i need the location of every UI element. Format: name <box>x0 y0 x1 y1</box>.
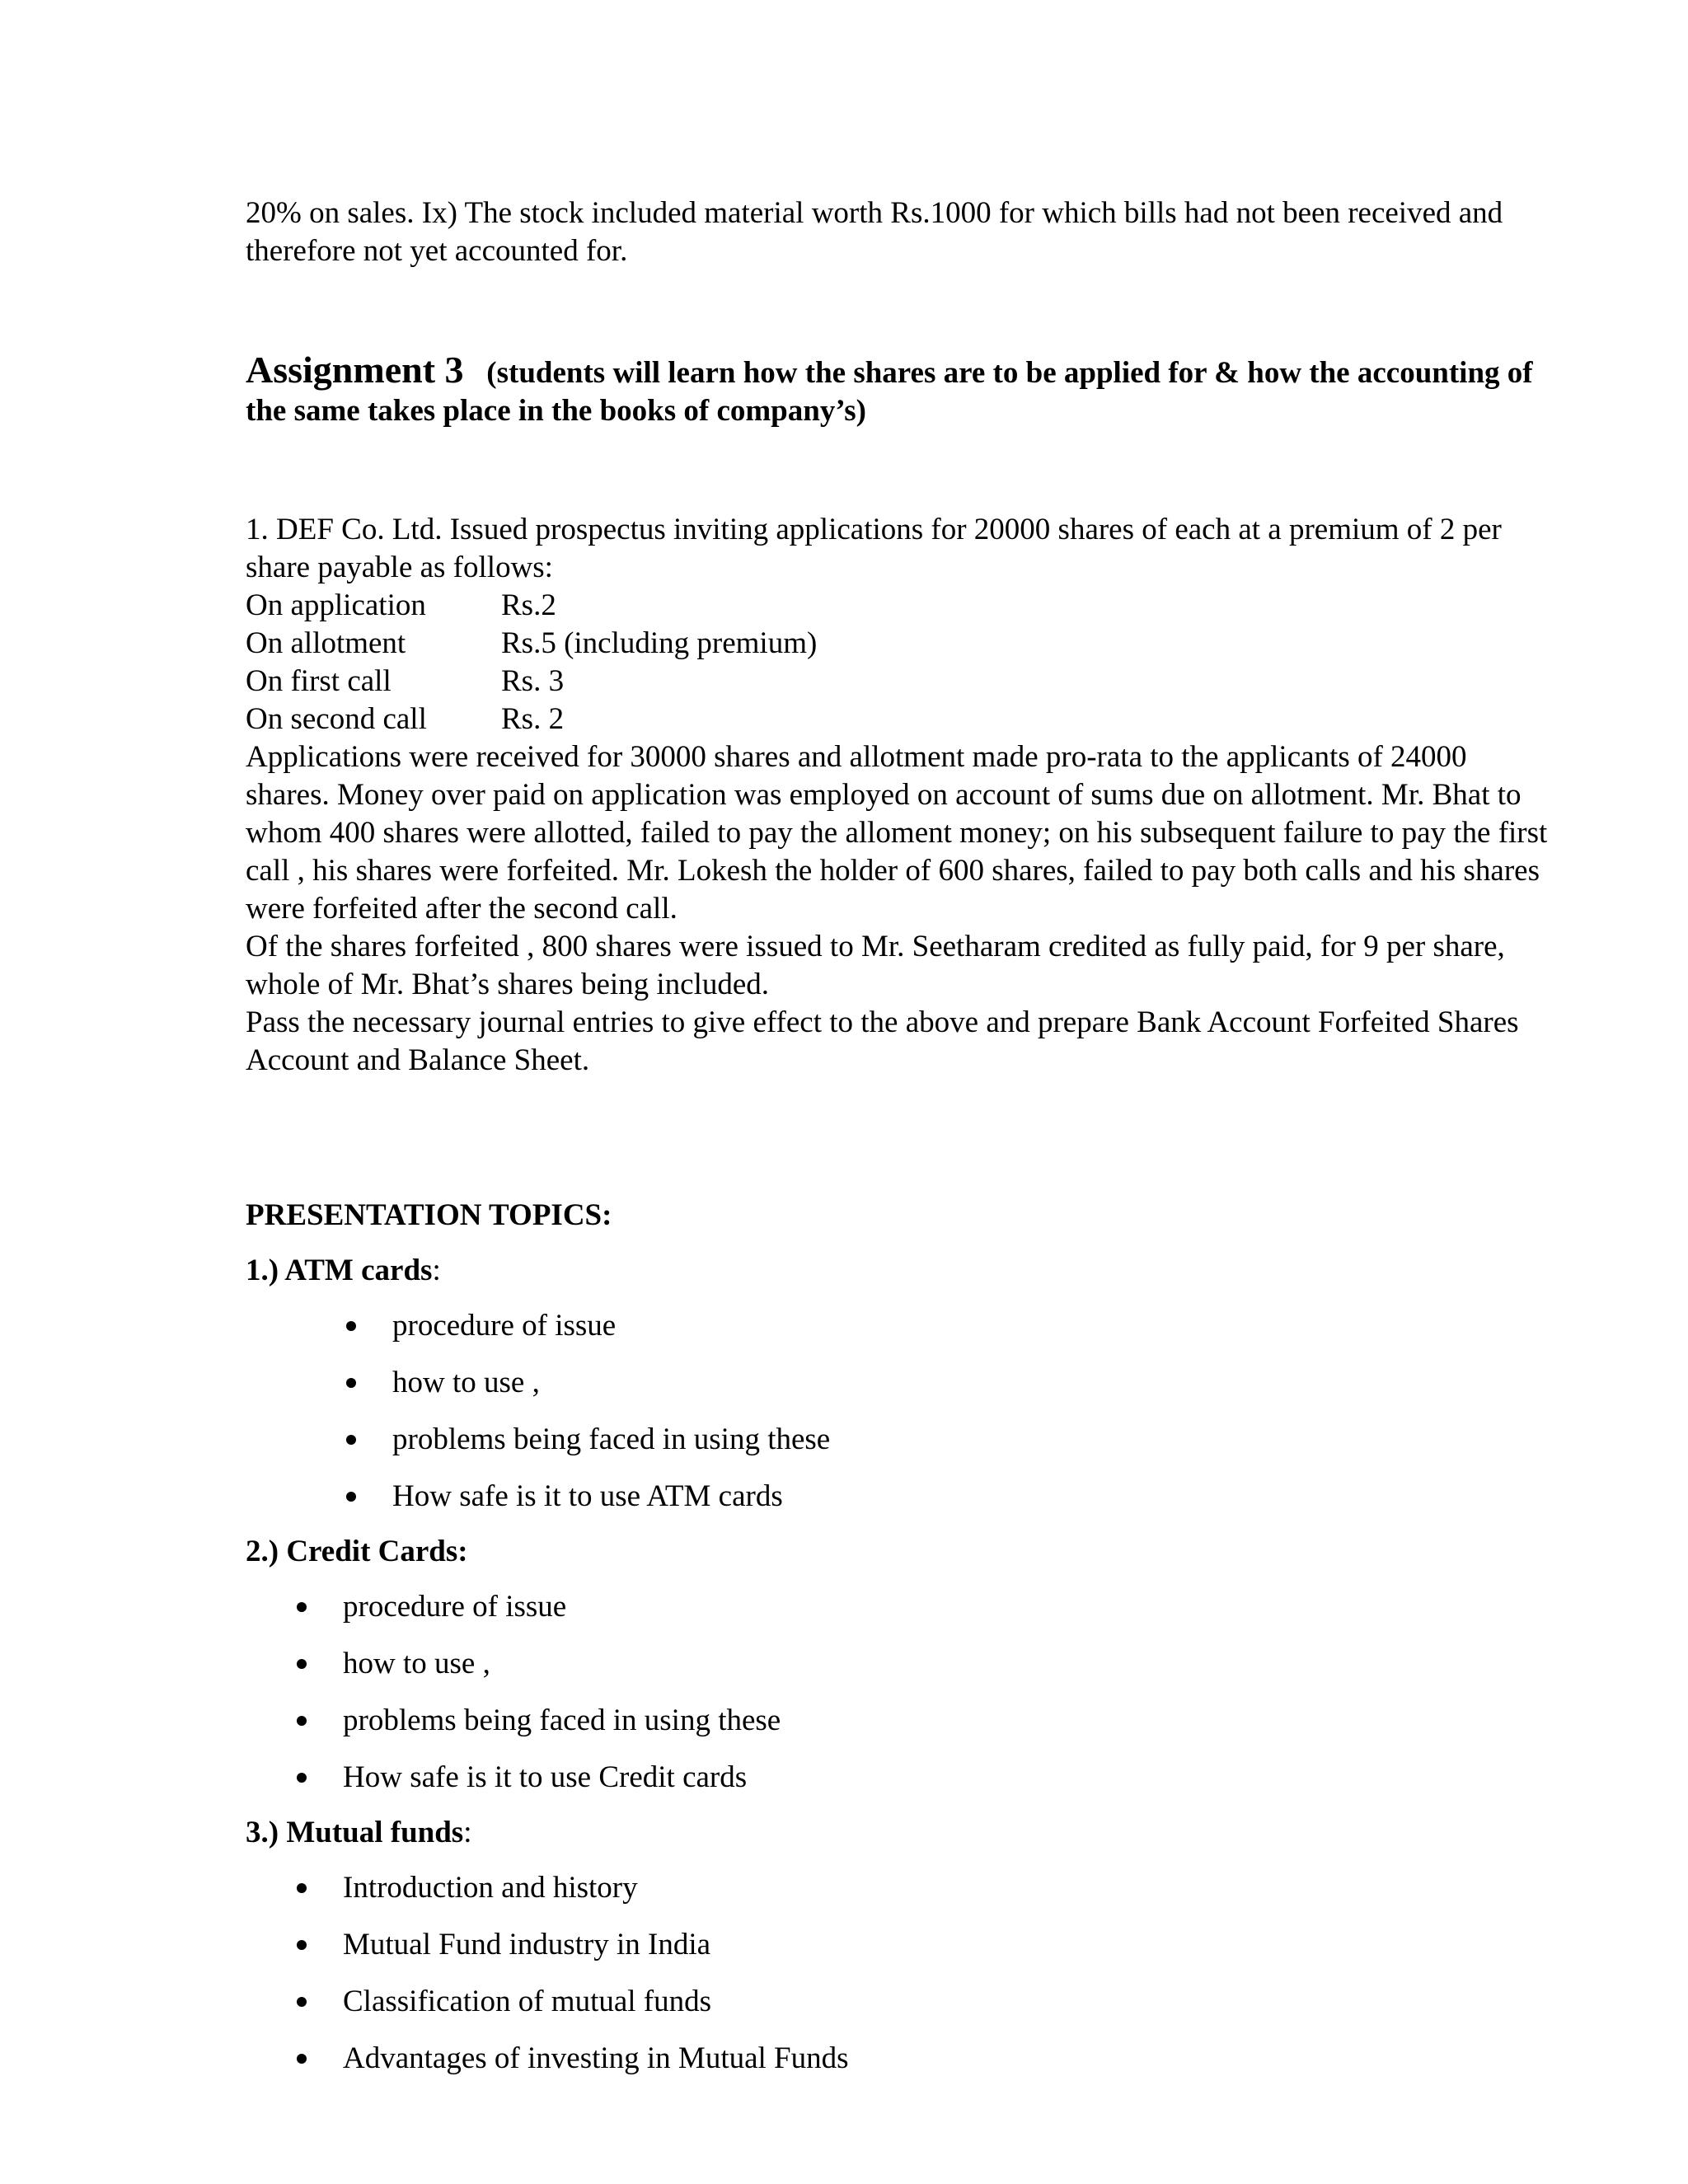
topic-list-mutual-funds <box>246 1869 1548 2078</box>
list-item-text: How safe is it to use Credit cards <box>343 1760 748 1794</box>
assignment-title: Assignment 3 <box>246 349 464 391</box>
list-item-text: How safe is it to use ATM cards <box>392 1479 783 1513</box>
topic-list-credit <box>246 1588 1548 1797</box>
problem-section <box>246 511 1548 1080</box>
payment-amount: Rs. 2 <box>501 702 565 736</box>
payment-amount: Rs.5 (including premium) <box>501 626 818 660</box>
bullet-icon <box>346 1378 356 1388</box>
list-item <box>246 1364 1548 1402</box>
problem-body-2: Of the shares forfeited , 800 shares were issued to Mr. Seetharam credited as fully paid, for 9 per share, whole of Mr. Bhat’s shares being included. <box>246 930 1505 1001</box>
bullet-icon <box>346 1321 356 1331</box>
list-item-text: problems being faced in using these <box>392 1422 831 1456</box>
list-item-text: Introduction and history <box>343 1871 638 1905</box>
assignment-subtitle: (students will learn how the shares are to be applied for & how the accounting of the same takes place in the books of company’s) <box>246 356 1533 428</box>
bullet-icon <box>297 1997 307 2007</box>
bullet-icon <box>346 1435 356 1445</box>
topic-heading-text: 1.) ATM cards <box>246 1254 433 1287</box>
payment-amount: Rs. 3 <box>501 664 565 698</box>
document-page <box>246 194 1548 2078</box>
list-item-text: procedure of issue <box>392 1309 617 1343</box>
topic-heading <box>246 1533 1548 1571</box>
list-item-text: procedure of issue <box>343 1590 567 1624</box>
topic-heading-suffix: : <box>463 1816 472 1849</box>
payment-label: On second call <box>246 702 427 736</box>
list-item <box>246 1478 1548 1516</box>
list-item <box>246 2040 1548 2078</box>
list-item-text: Advantages of investing in Mutual Funds <box>343 2041 849 2075</box>
topic-heading-text: 3.) Mutual funds <box>246 1816 464 1849</box>
list-item-text: how to use , <box>392 1366 540 1399</box>
payment-label: On allotment <box>246 626 406 660</box>
assignment-heading <box>246 351 1548 430</box>
presentation-title: PRESENTATION TOPICS: <box>246 1198 612 1232</box>
bullet-icon <box>297 1883 307 1893</box>
list-item <box>246 1869 1548 1907</box>
topic-list-atm <box>246 1307 1548 1516</box>
payment-amount: Rs.2 <box>501 588 556 622</box>
bullet-icon <box>297 1602 307 1612</box>
list-item <box>246 1983 1548 2021</box>
list-item <box>246 1645 1548 1683</box>
list-item <box>246 1307 1548 1345</box>
list-item <box>246 1421 1548 1459</box>
topic-heading-text: 2.) Credit Cards: <box>246 1535 468 1568</box>
list-item <box>246 1702 1548 1740</box>
payment-label: On application <box>246 588 426 622</box>
bullet-icon <box>297 1716 307 1726</box>
list-item <box>246 1588 1548 1626</box>
list-item-text: Mutual Fund industry in India <box>343 1928 711 1961</box>
bullet-icon <box>297 1940 307 1950</box>
topic-heading <box>246 1814 1548 1852</box>
list-item <box>246 1926 1548 1964</box>
intro-paragraph: 20% on sales. Ix) The stock included material worth Rs.1000 for which bills had not been received and therefore not yet accounted for. <box>246 196 1503 268</box>
list-item-text: Classification of mutual funds <box>343 1985 712 2018</box>
bullet-icon <box>297 1773 307 1783</box>
payment-row <box>246 625 1548 663</box>
payment-row <box>246 587 1548 625</box>
problem-instruction: Pass the necessary journal entries to give effect to the above and prepare Bank Account Forfeited Shares Account and Balance Sheet. <box>246 1005 1519 1077</box>
payment-row <box>246 663 1548 701</box>
payment-label: On first call <box>246 664 392 698</box>
topic-heading-suffix: : <box>432 1254 441 1287</box>
payment-row <box>246 701 1548 738</box>
list-item-text: how to use , <box>343 1647 490 1680</box>
bullet-icon <box>297 2054 307 2064</box>
problem-intro: 1. DEF Co. Ltd. Issued prospectus inviting applications for 20000 shares of each at a premium of 2 per share payable as follows: <box>246 513 1502 584</box>
list-item <box>246 1759 1548 1797</box>
bullet-icon <box>346 1492 356 1502</box>
bullet-icon <box>297 1659 307 1669</box>
problem-body: Applications were received for 30000 shares and allotment made pro-rata to the applicants of 24000 shares. Money over paid on application was employed on account of sums due on allotment. Mr. Bhat to whom 400 shares were allotted, failed to pay the alloment money; on his subsequent failure to pay the first call , his shares were forfeited. Mr. Lokesh the holder of 600 shares, failed to pay both calls and his shares were forfeited after the second call. <box>246 740 1548 926</box>
topic-heading <box>246 1252 1548 1290</box>
payment-schedule <box>246 587 1548 738</box>
list-item-text: problems being faced in using these <box>343 1704 781 1737</box>
